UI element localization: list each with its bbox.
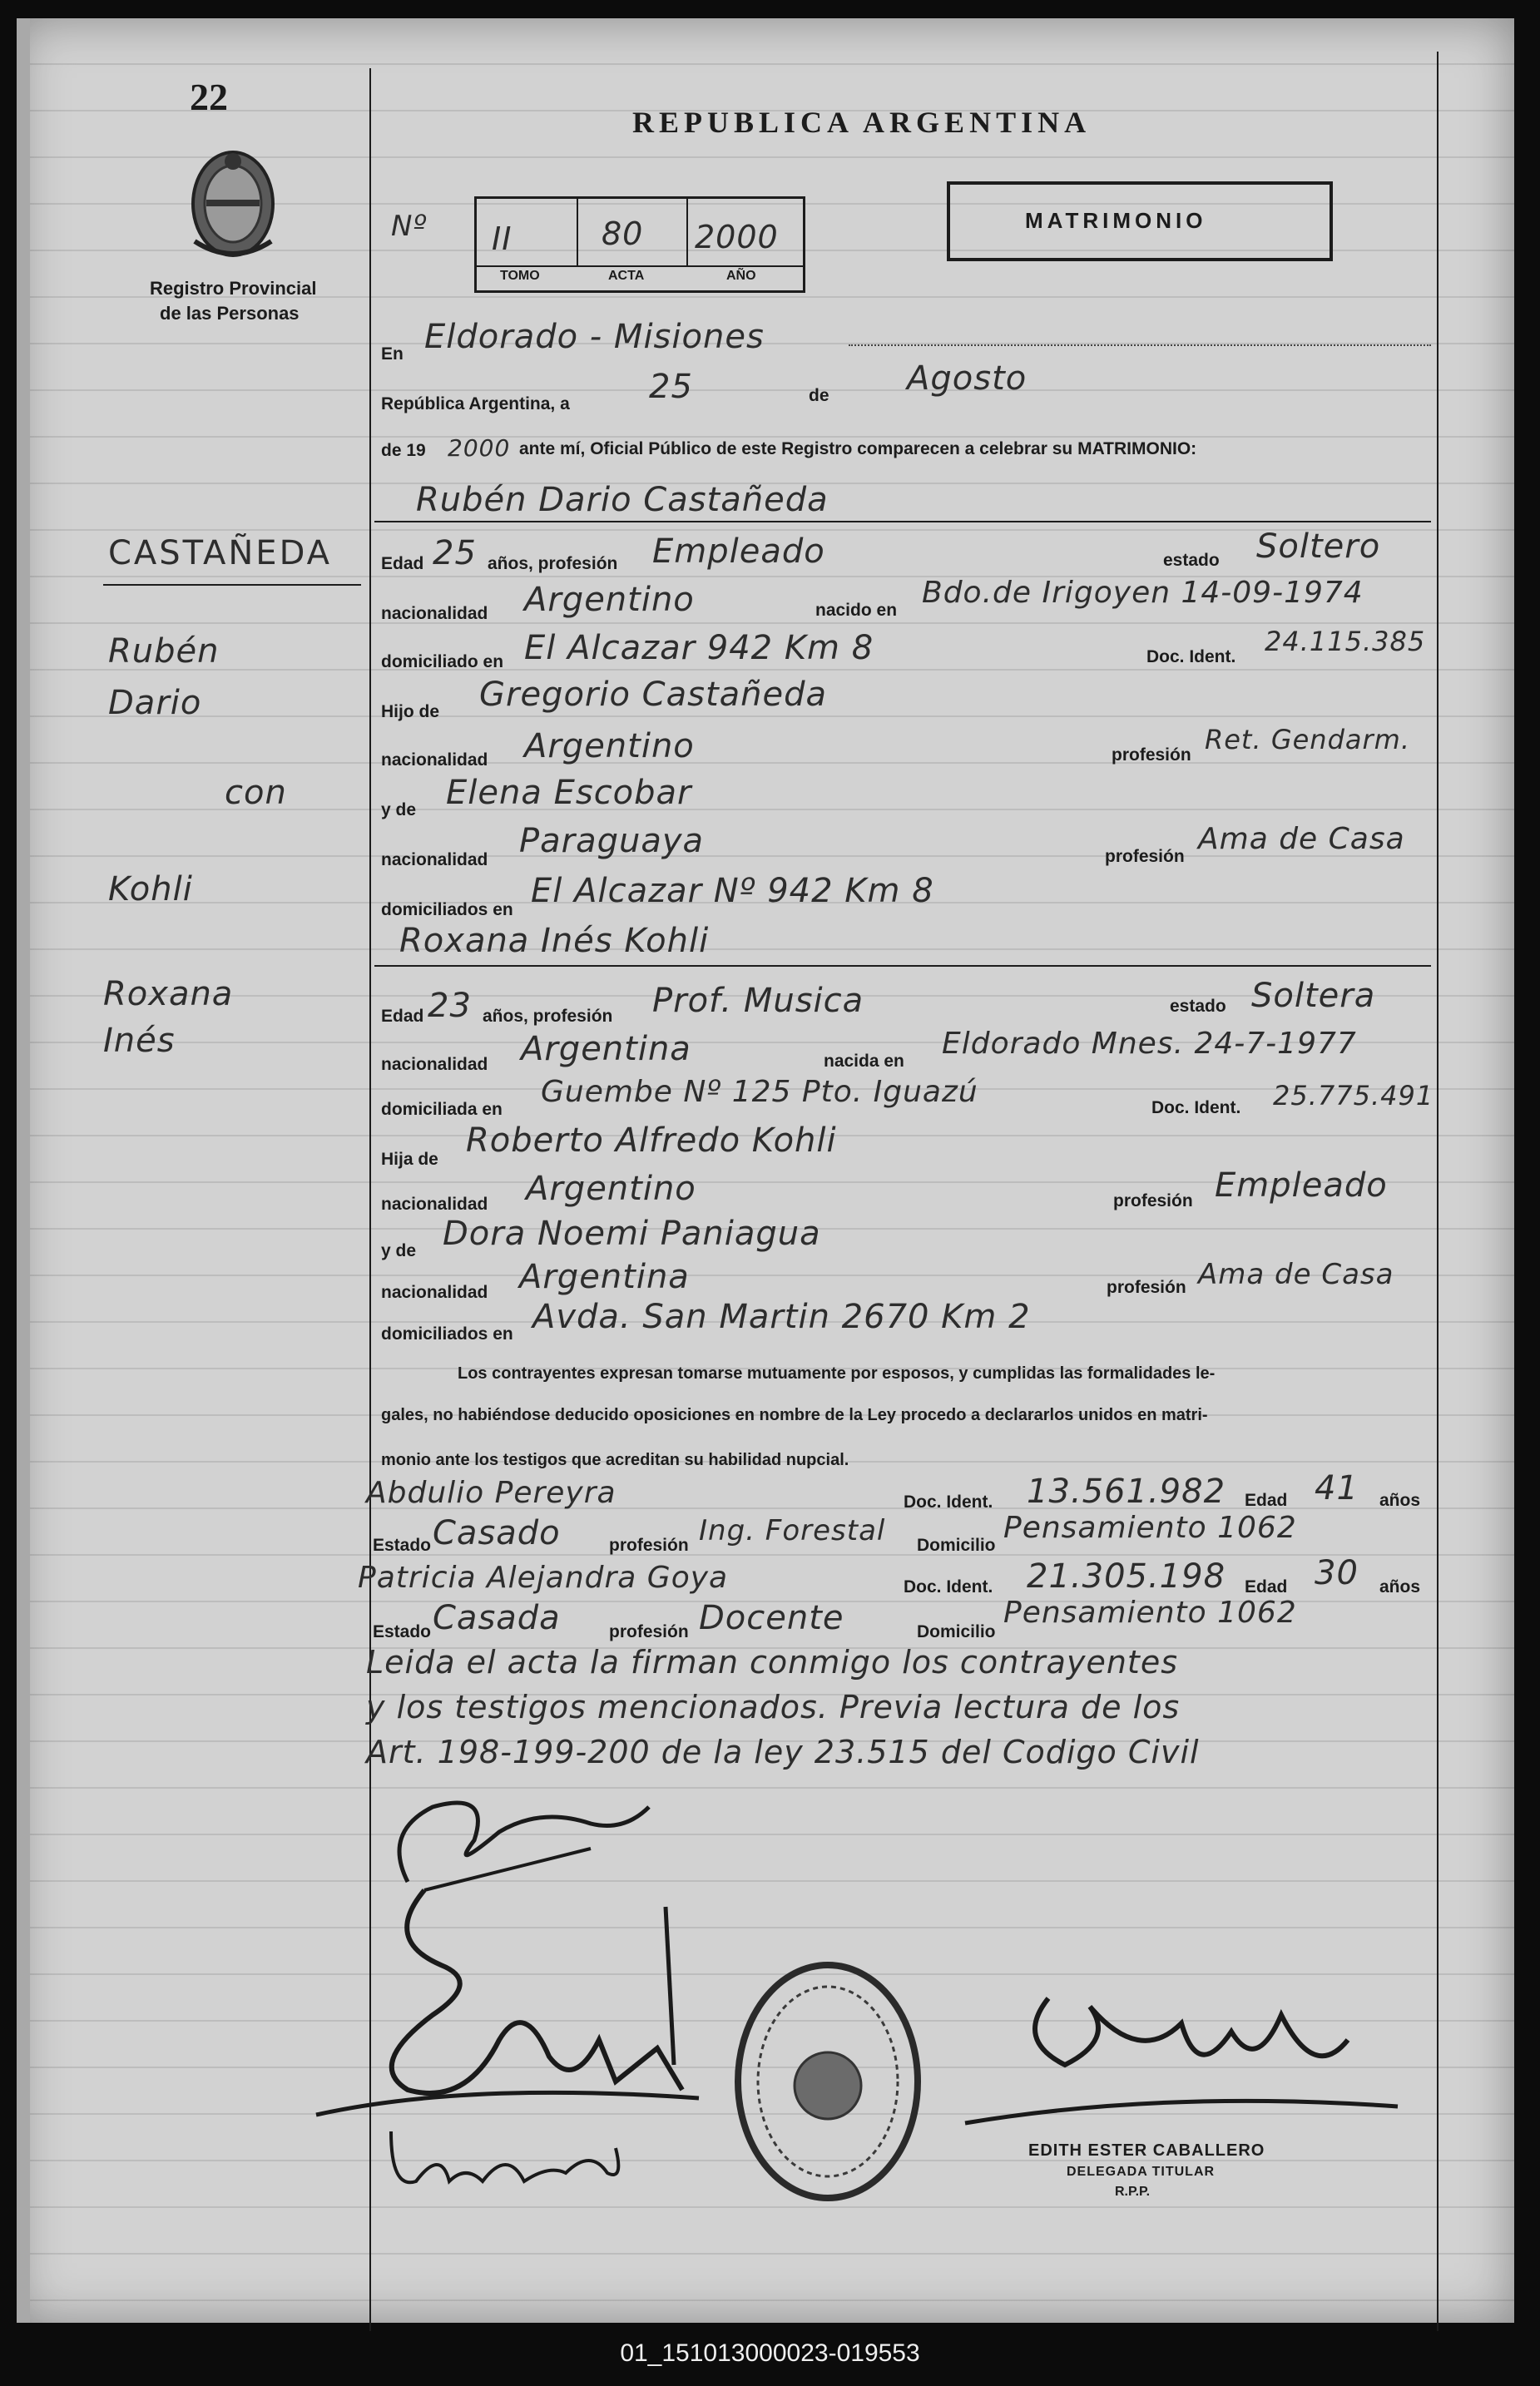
domiciliados-label: domiciliados en	[381, 1324, 513, 1344]
witness1-profession: Ing. Forestal	[699, 1514, 886, 1547]
groom-birth: Bdo.de Irigoyen 14-09-1974	[922, 576, 1364, 610]
page-binding-edge	[17, 18, 30, 2323]
official-title: DELEGADA TITULAR	[1067, 2165, 1216, 2179]
section-divider	[374, 965, 1431, 967]
witness1-doc: 13.561.982	[1027, 1473, 1226, 1511]
month-value: Agosto	[907, 359, 1027, 398]
nacionalidad-label: nacionalidad	[381, 750, 488, 770]
place-value: Eldorado - Misiones	[424, 318, 765, 356]
file-id: 01_151013000023-019553	[620, 2339, 920, 2367]
witness2-domicile: Pensamiento 1062	[1003, 1596, 1297, 1630]
tomo-value: II	[492, 220, 513, 257]
official-org: R.P.P.	[1115, 2185, 1151, 2199]
tomo-label: TOMO	[500, 269, 540, 283]
act-type-label: MATRIMONIO	[1025, 208, 1207, 233]
bride-domicile: Guembe Nº 125 Pto. Iguazú	[541, 1075, 978, 1109]
bride-nationality: Argentina	[521, 1030, 691, 1068]
anos-profesion-label: años, profesión	[488, 554, 618, 573]
official-name: EDITH ESTER CABALLERO	[1028, 2141, 1265, 2160]
right-border	[1437, 52, 1438, 2331]
profesion-label: profesión	[1113, 1191, 1193, 1210]
margin-given2b: Inés	[103, 1022, 176, 1060]
doc-label: Doc. Ident.	[1151, 1098, 1241, 1117]
profesion-label: profesión	[609, 1536, 689, 1555]
groom-profession: Empleado	[652, 532, 825, 571]
domicilio-label: domiciliado en	[381, 652, 504, 671]
hija-label: Hija de	[381, 1150, 438, 1169]
margin-given2a: Roxana	[103, 975, 234, 1013]
nacido-label: nacido en	[815, 601, 898, 620]
groom-mother-profession: Ama de Casa	[1198, 822, 1405, 856]
margin-con: con	[225, 774, 287, 812]
estado-label: estado	[1170, 997, 1226, 1016]
section-divider	[374, 521, 1431, 522]
nacionalidad-label: nacionalidad	[381, 1283, 488, 1302]
signature-official	[948, 1965, 1414, 2131]
signature-3	[383, 2115, 632, 2206]
declaration-line3: monio ante los testigos que acreditan su habilidad nupcial.	[381, 1451, 849, 1469]
bride-father: Roberto Alfredo Kohli	[466, 1121, 837, 1160]
fill-line	[849, 344, 1431, 346]
ano-label: AÑO	[726, 269, 756, 283]
register-page	[17, 18, 1514, 2323]
groom-age: 25	[433, 534, 477, 572]
act-number-box	[474, 196, 805, 293]
bride-profession: Prof. Musica	[652, 982, 864, 1020]
nacionalidad-label: nacionalidad	[381, 1055, 488, 1074]
de-label: de	[809, 386, 829, 405]
domiciliada-label: domiciliada en	[381, 1100, 503, 1119]
yde-label: y de	[381, 800, 417, 819]
note-line1: Leida el acta la firman conmigo los contrayentes	[366, 1644, 1178, 1681]
groom-name: Rubén Dario Castañeda	[416, 481, 829, 519]
bride-doc: 25.775.491	[1273, 1080, 1434, 1111]
witness1-domicile: Pensamiento 1062	[1003, 1511, 1297, 1545]
margin-given1b: Dario	[108, 684, 202, 722]
profesion-label: profesión	[609, 1622, 689, 1641]
edad-label: Edad	[1245, 1491, 1288, 1510]
witness2-age: 30	[1315, 1554, 1359, 1592]
bride-father-profession: Empleado	[1215, 1166, 1388, 1205]
margin-surname2: Kohli	[108, 870, 193, 908]
groom-domicile: El Alcazar 942 Km 8	[524, 629, 874, 667]
groom-father-profession: Ret. Gendarm.	[1205, 724, 1410, 755]
nacida-label: nacida en	[824, 1052, 904, 1071]
act-type-box	[947, 181, 1333, 261]
margin-rule	[103, 584, 361, 586]
bride-estado: Soltera	[1251, 977, 1376, 1015]
anos-label: años	[1379, 1491, 1421, 1510]
edad-label: Edad	[381, 554, 424, 573]
nacionalidad-label: nacionalidad	[381, 604, 488, 623]
profesion-label: profesión	[1105, 847, 1185, 866]
doc-label: Doc. Ident.	[904, 1492, 993, 1512]
estado-label: estado	[1163, 551, 1220, 570]
hijo-label: Hijo de	[381, 702, 440, 721]
bride-father-nationality: Argentino	[526, 1170, 696, 1208]
anos-profesion-label: años, profesión	[483, 1007, 613, 1026]
ano-value: 2000	[695, 219, 779, 255]
nacionalidad-label: nacionalidad	[381, 1195, 488, 1214]
official-seal	[732, 1957, 924, 2206]
nacionalidad-label: nacionalidad	[381, 850, 488, 869]
bride-mother-profession: Ama de Casa	[1198, 1258, 1394, 1291]
witness2-profession: Docente	[699, 1599, 844, 1637]
declaration-line2: gales, no habiéndose deducido oposiciones en nombre de la Ley procedo a declararlos unidos en matri-	[381, 1406, 1208, 1424]
groom-mother-nationality: Paraguaya	[519, 822, 705, 860]
groom-mother: Elena Escobar	[446, 774, 692, 812]
groom-doc: 24.115.385	[1265, 626, 1426, 657]
signature-2	[300, 1874, 716, 2140]
edad-label: Edad	[1245, 1577, 1288, 1596]
bride-birth: Eldorado Mnes. 24-7-1977	[942, 1027, 1357, 1061]
intro-text: ante mí, Oficial Público de este Registro comparecen a celebrar su MATRIMONIO:	[519, 439, 1197, 458]
bride-parents-domicile: Avda. San Martin 2670 Km 2	[532, 1298, 1031, 1336]
doc-label: Doc. Ident.	[904, 1577, 993, 1596]
witness2-name: Patricia Alejandra Goya	[358, 1561, 729, 1595]
witness2-doc: 21.305.198	[1027, 1557, 1226, 1596]
coat-of-arms-emblem	[183, 141, 283, 266]
profesion-label: profesión	[1107, 1278, 1186, 1297]
witness2-estado: Casada	[433, 1599, 561, 1637]
note-line2: y los testigos mencionados. Previa lectura de los	[366, 1689, 1181, 1725]
yde-label: y de	[381, 1241, 417, 1260]
groom-nationality: Argentino	[524, 581, 695, 619]
bride-mother: Dora Noemi Paniagua	[443, 1215, 821, 1253]
estado-label: Estado	[373, 1622, 432, 1641]
bride-mother-nationality: Argentina	[519, 1258, 690, 1296]
year-value: 2000	[448, 434, 511, 462]
profesion-label: profesión	[1112, 745, 1191, 765]
registry-line1: Registro Provincial	[150, 278, 317, 299]
republic-label: República Argentina, a	[381, 394, 570, 413]
anos-label: años	[1379, 1577, 1421, 1596]
acta-value: 80	[602, 215, 644, 252]
page-number: 22	[190, 76, 228, 118]
domicilio-label: Domicilio	[917, 1536, 996, 1555]
en-label: En	[381, 344, 404, 364]
year-prefix: de 19	[381, 441, 426, 460]
registry-line2: de las Personas	[160, 303, 300, 324]
estado-label: Estado	[373, 1536, 432, 1555]
bride-name: Roxana Inés Kohli	[399, 922, 710, 960]
witness1-estado: Casado	[433, 1514, 561, 1552]
groom-parents-domicile: El Alcazar Nº 942 Km 8	[531, 872, 934, 910]
groom-father: Gregorio Castañeda	[479, 676, 827, 714]
note-line3: Art. 198-199-200 de la ley 23.515 del Codigo Civil	[366, 1734, 1200, 1770]
domicilio-label: Domicilio	[917, 1622, 996, 1641]
witness1-name: Abdulio Pereyra	[366, 1476, 616, 1510]
edad-label: Edad	[381, 1007, 424, 1026]
country-heading: REPUBLICA ARGENTINA	[632, 106, 1092, 139]
day-value: 25	[649, 368, 693, 406]
witness1-age: 41	[1315, 1469, 1359, 1507]
doc-label: Doc. Ident.	[1146, 647, 1236, 666]
declaration-line1: Los contrayentes expresan tomarse mutuamente por esposos, y cumplidas las formalidades le-	[458, 1364, 1216, 1383]
numero-mark: Nº	[391, 210, 428, 243]
margin-given1a: Rubén	[108, 632, 220, 671]
bride-age: 23	[428, 987, 472, 1025]
domiciliados-label: domiciliados en	[381, 900, 513, 919]
groom-estado: Soltero	[1256, 527, 1381, 566]
acta-label: ACTA	[608, 269, 645, 283]
margin-surname1: CASTAÑEDA	[108, 534, 333, 572]
groom-father-nationality: Argentino	[524, 727, 695, 765]
